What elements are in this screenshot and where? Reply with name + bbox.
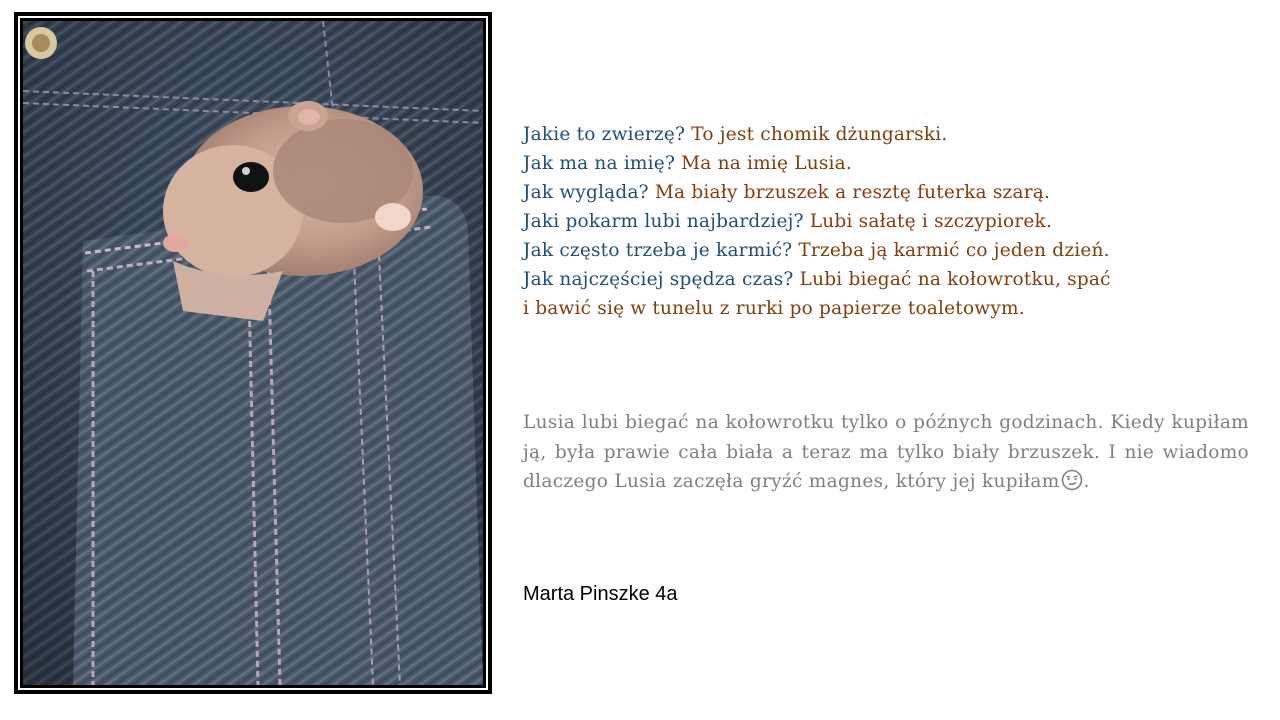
answer-continued: i bawić się w tunelu z rurki po papierze toaletowym. (523, 298, 1025, 319)
question: Jak często trzeba je karmić? (523, 240, 793, 261)
answer: Lubi sałatę i szczypiorek. (809, 211, 1053, 232)
answer: Trzeba ją karmić co jeden dzień. (798, 240, 1110, 261)
qa-line-3 (523, 178, 1253, 207)
qa-line-5 (523, 236, 1253, 265)
story-end: . (1083, 471, 1090, 492)
qa-line-1 (523, 120, 1253, 149)
question: Jak wygląda? (523, 182, 649, 203)
story-text: Lusia lubi biegać na kołowrotku tylko o późnych godzinach. Kiedy kupiłam ją, była prawie cała biała a teraz ma tylko biały brzuszek. I nie wiadomo dlaczego Lusia zaczęła gryźć magnes, który jej kupiłam (523, 412, 1249, 492)
question: Jaki pokarm lubi najbardziej? (523, 211, 804, 232)
hamster-photo (23, 21, 483, 685)
answer: Lubi biegać na kołowrotku, spać (799, 269, 1111, 290)
author-name: Marta Pinszke 4a (523, 583, 678, 605)
question: Jak ma na imię? (523, 153, 676, 174)
hamster-in-pocket-illustration (23, 21, 483, 685)
answer: To jest chomik dżungarski. (691, 124, 948, 145)
story-paragraph (523, 408, 1249, 501)
smirk-face-icon (1061, 469, 1083, 501)
qa-line-2 (523, 149, 1253, 178)
answer: Ma na imię Lusia. (681, 153, 852, 174)
qa-line-4 (523, 207, 1253, 236)
photo-frame (14, 12, 492, 694)
qa-line-6-continued (523, 294, 1253, 323)
answer: Ma biały brzuszek a resztę futerka szarą. (654, 182, 1051, 203)
question: Jak najczęściej spędza czas? (523, 269, 794, 290)
qa-line-6 (523, 265, 1253, 294)
qa-section (523, 120, 1253, 323)
question: Jakie to zwierzę? (523, 124, 686, 145)
